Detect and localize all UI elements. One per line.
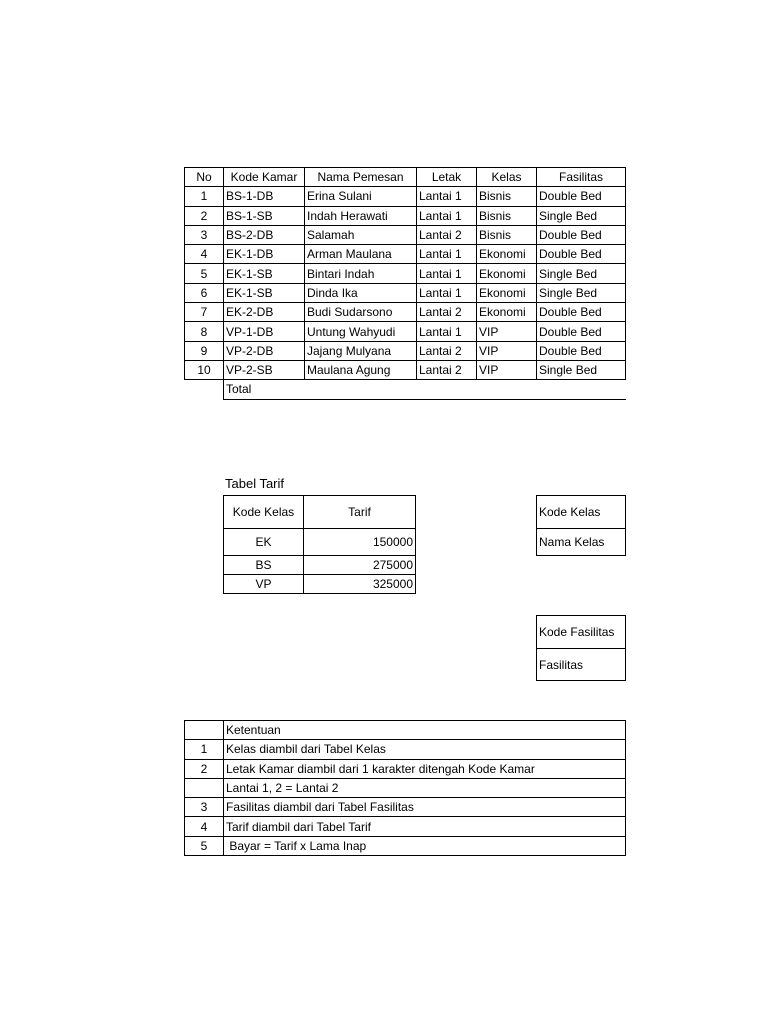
- header-letak[interactable]: Letak: [417, 168, 477, 187]
- ketentuan-table: [184, 720, 626, 856]
- table-row: [185, 836, 626, 855]
- total-spacer: [185, 380, 224, 399]
- cell-nama-pemesan[interactable]: Arman Maulana: [305, 245, 417, 264]
- cell-kode-kamar[interactable]: VP-2-SB: [224, 360, 305, 379]
- cell-kode-kamar[interactable]: EK-1-DB: [224, 245, 305, 264]
- cell-fasilitas[interactable]: Single Bed: [537, 360, 626, 379]
- cell-fasilitas[interactable]: Single Bed: [537, 206, 626, 225]
- cell-fasilitas[interactable]: Double Bed: [537, 303, 626, 322]
- tarif-value[interactable]: 150000: [304, 529, 416, 556]
- table-row: [224, 575, 416, 594]
- ketentuan-no[interactable]: 4: [185, 817, 224, 836]
- cell-nama-pemesan[interactable]: Bintari Indah: [305, 264, 417, 283]
- cell-nama-pemesan[interactable]: Dinda Ika: [305, 283, 417, 302]
- tarif-kode[interactable]: EK: [224, 529, 304, 556]
- ketentuan-header-spacer[interactable]: [185, 721, 224, 740]
- cell-fasilitas[interactable]: Double Bed: [537, 341, 626, 360]
- cell-kode-kamar[interactable]: EK-2-DB: [224, 303, 305, 322]
- cell-fasilitas[interactable]: Double Bed: [537, 322, 626, 341]
- cell-kelas[interactable]: Ekonomi: [477, 264, 537, 283]
- header-no[interactable]: No: [185, 168, 224, 187]
- cell-no[interactable]: 9: [185, 341, 224, 360]
- cell-kode-kamar[interactable]: EK-1-SB: [224, 264, 305, 283]
- cell-kode-kamar[interactable]: BS-1-SB: [224, 206, 305, 225]
- cell-kode-kamar[interactable]: BS-1-DB: [224, 187, 305, 206]
- table-row: [185, 360, 626, 379]
- table-row: [185, 798, 626, 817]
- ketentuan-header-row: [185, 721, 626, 740]
- table-row: [537, 649, 626, 681]
- header-fasilitas[interactable]: Fasilitas: [537, 168, 626, 187]
- table-row: [537, 529, 626, 556]
- ketentuan-text[interactable]: Bayar = Tarif x Lama Inap: [224, 836, 626, 855]
- kelas-kode-label[interactable]: Kode Kelas: [537, 496, 626, 529]
- cell-no[interactable]: 1: [185, 187, 224, 206]
- ketentuan-no[interactable]: 1: [185, 740, 224, 759]
- cell-kelas[interactable]: Ekonomi: [477, 283, 537, 302]
- table-row: [224, 556, 416, 575]
- table-row: [185, 283, 626, 302]
- cell-fasilitas[interactable]: Double Bed: [537, 225, 626, 244]
- cell-fasilitas[interactable]: Single Bed: [537, 283, 626, 302]
- cell-letak[interactable]: Lantai 1: [417, 264, 477, 283]
- cell-no[interactable]: 10: [185, 360, 224, 379]
- total-label[interactable]: Total: [224, 380, 626, 399]
- table-row: [185, 245, 626, 264]
- cell-letak[interactable]: Lantai 2: [417, 303, 477, 322]
- cell-kode-kamar[interactable]: BS-2-DB: [224, 225, 305, 244]
- tarif-header-tarif[interactable]: Tarif: [304, 496, 416, 529]
- cell-letak[interactable]: Lantai 1: [417, 187, 477, 206]
- cell-kode-kamar[interactable]: VP-2-DB: [224, 341, 305, 360]
- table-row: [185, 264, 626, 283]
- table-row: [537, 616, 626, 649]
- cell-nama-pemesan[interactable]: Erina Sulani: [305, 187, 417, 206]
- cell-letak[interactable]: Lantai 2: [417, 225, 477, 244]
- tarif-table: [223, 495, 416, 594]
- total-row: [185, 380, 626, 399]
- table-row: [185, 817, 626, 836]
- fasilitas-kode-label[interactable]: Kode Fasilitas: [537, 616, 626, 649]
- cell-no[interactable]: 5: [185, 264, 224, 283]
- cell-kode-kamar[interactable]: EK-1-SB: [224, 283, 305, 302]
- booking-table: [184, 167, 626, 400]
- cell-fasilitas[interactable]: Double Bed: [537, 245, 626, 264]
- ketentuan-text[interactable]: Tarif diambil dari Tabel Tarif: [224, 817, 626, 836]
- cell-kelas[interactable]: VIP: [477, 341, 537, 360]
- ketentuan-no[interactable]: 5: [185, 836, 224, 855]
- cell-nama-pemesan[interactable]: Untung Wahyudi: [305, 322, 417, 341]
- cell-nama-pemesan[interactable]: Maulana Agung: [305, 360, 417, 379]
- cell-kelas[interactable]: Ekonomi: [477, 245, 537, 264]
- table-row: [185, 187, 626, 206]
- header-kelas[interactable]: Kelas: [477, 168, 537, 187]
- cell-kelas[interactable]: Bisnis: [477, 206, 537, 225]
- cell-nama-pemesan[interactable]: Indah Herawati: [305, 206, 417, 225]
- cell-nama-pemesan[interactable]: Jajang Mulyana: [305, 341, 417, 360]
- cell-kelas[interactable]: Bisnis: [477, 225, 537, 244]
- ketentuan-no[interactable]: 2: [185, 759, 224, 778]
- ketentuan-text[interactable]: Fasilitas diambil dari Tabel Fasilitas: [224, 798, 626, 817]
- cell-kode-kamar[interactable]: VP-1-DB: [224, 322, 305, 341]
- header-nama-pemesan[interactable]: Nama Pemesan: [305, 168, 417, 187]
- header-kode-kamar[interactable]: Kode Kamar: [224, 168, 305, 187]
- tarif-kode[interactable]: BS: [224, 556, 304, 575]
- tarif-header-kode-kelas[interactable]: Kode Kelas: [224, 496, 304, 529]
- table-row: [185, 206, 626, 225]
- cell-nama-pemesan[interactable]: Salamah: [305, 225, 417, 244]
- ketentuan-no[interactable]: 3: [185, 798, 224, 817]
- tarif-value[interactable]: 325000: [304, 575, 416, 594]
- ketentuan-no[interactable]: [185, 778, 224, 797]
- table-row: [185, 759, 626, 778]
- table-row: [224, 529, 416, 556]
- kelas-nama-label[interactable]: Nama Kelas: [537, 529, 626, 556]
- tarif-table-title: Tabel Tarif: [225, 476, 285, 491]
- table-row: [537, 496, 626, 529]
- fasilitas-table: [536, 615, 626, 681]
- cell-nama-pemesan[interactable]: Budi Sudarsono: [305, 303, 417, 322]
- table-row: [185, 303, 626, 322]
- cell-no[interactable]: 3: [185, 225, 224, 244]
- cell-letak[interactable]: Lantai 1: [417, 322, 477, 341]
- tarif-header-row: [224, 496, 416, 529]
- cell-letak[interactable]: Lantai 1: [417, 245, 477, 264]
- cell-fasilitas[interactable]: Single Bed: [537, 264, 626, 283]
- cell-no[interactable]: 2: [185, 206, 224, 225]
- table-row: [185, 778, 626, 797]
- ketentuan-text[interactable]: Lantai 1, 2 = Lantai 2: [224, 778, 626, 797]
- cell-no[interactable]: 8: [185, 322, 224, 341]
- booking-header-row: [185, 168, 626, 187]
- table-row: [185, 322, 626, 341]
- table-row: [185, 225, 626, 244]
- ketentuan-text[interactable]: Letak Kamar diambil dari 1 karakter ditengah Kode Kamar: [224, 759, 626, 778]
- cell-letak[interactable]: Lantai 1: [417, 283, 477, 302]
- kelas-table: [536, 495, 626, 556]
- fasilitas-label[interactable]: Fasilitas: [537, 649, 626, 681]
- cell-kelas[interactable]: Bisnis: [477, 187, 537, 206]
- cell-no[interactable]: 4: [185, 245, 224, 264]
- cell-no[interactable]: 7: [185, 303, 224, 322]
- cell-kelas[interactable]: Ekonomi: [477, 303, 537, 322]
- cell-no[interactable]: 6: [185, 283, 224, 302]
- cell-kelas[interactable]: VIP: [477, 322, 537, 341]
- cell-letak[interactable]: Lantai 1: [417, 206, 477, 225]
- cell-letak[interactable]: Lantai 2: [417, 341, 477, 360]
- tarif-kode[interactable]: VP: [224, 575, 304, 594]
- table-row: [185, 341, 626, 360]
- ketentuan-text[interactable]: Kelas diambil dari Tabel Kelas: [224, 740, 626, 759]
- table-row: [185, 740, 626, 759]
- cell-letak[interactable]: Lantai 2: [417, 360, 477, 379]
- cell-kelas[interactable]: VIP: [477, 360, 537, 379]
- cell-fasilitas[interactable]: Double Bed: [537, 187, 626, 206]
- tarif-value[interactable]: 275000: [304, 556, 416, 575]
- ketentuan-header[interactable]: Ketentuan: [224, 721, 626, 740]
